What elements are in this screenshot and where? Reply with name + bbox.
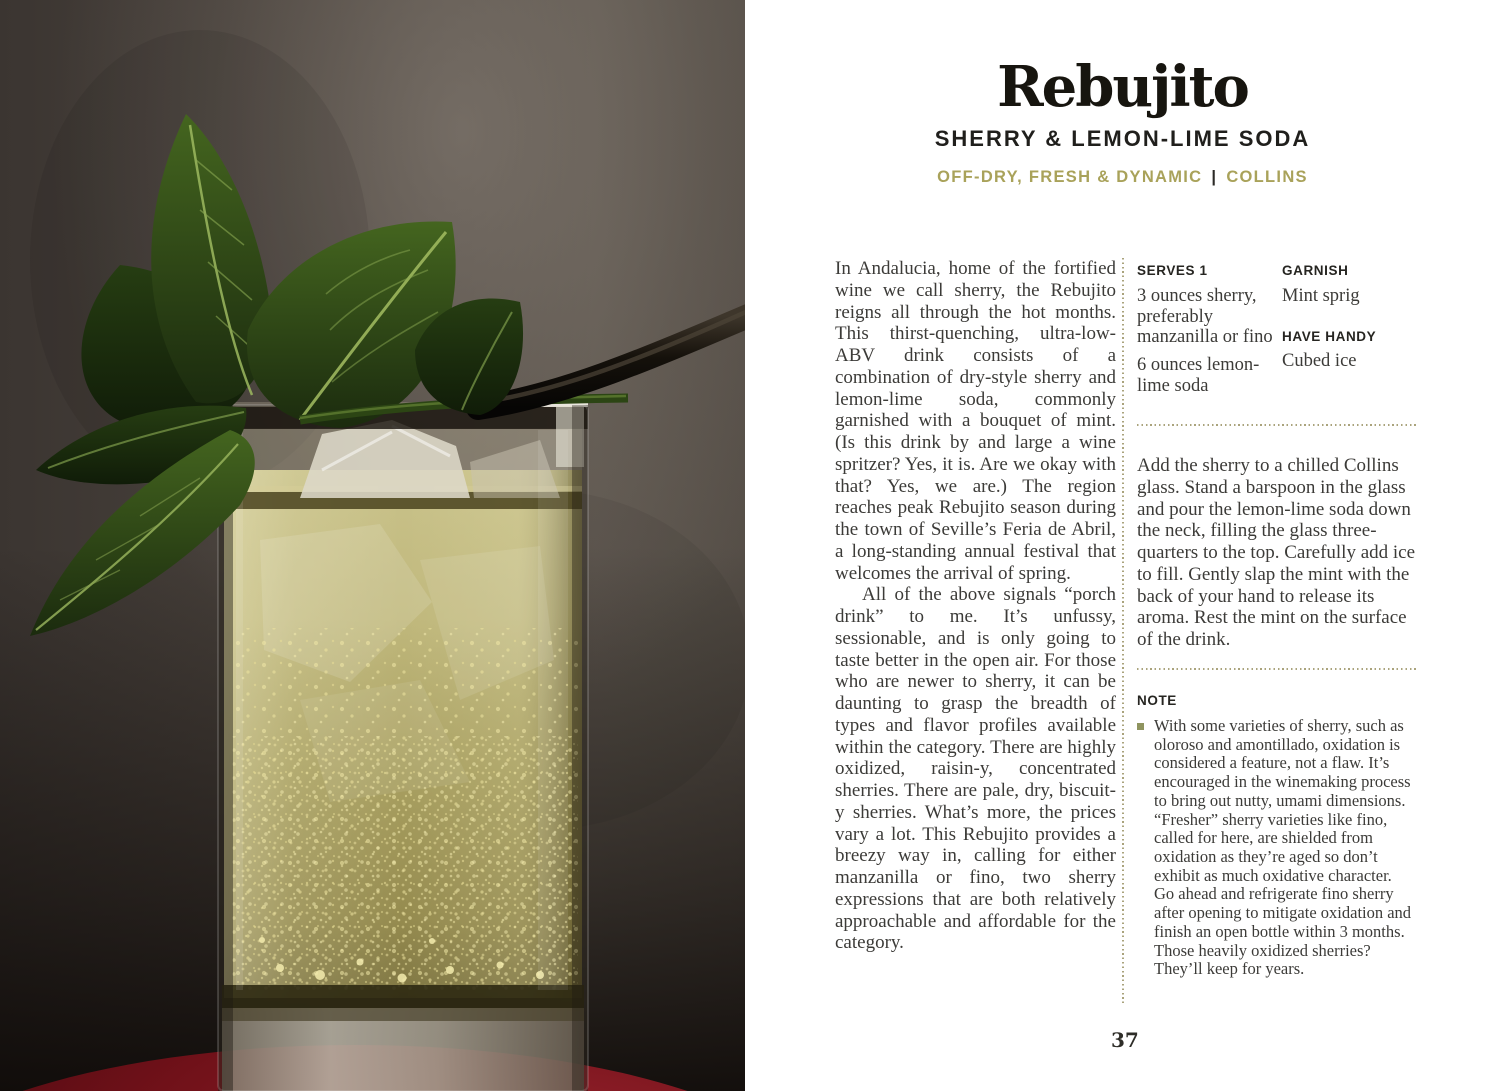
note-bullet-icon	[1137, 723, 1144, 730]
recipe-header	[745, 54, 1500, 187]
collins-glass	[218, 401, 588, 1091]
serves-label: SERVES 1	[1137, 263, 1208, 278]
note-text: With some varieties of sherry, such as oloroso and amontillado, oxidation is considered a feature, not a flaw. It’s encouraged in the winemaking process to bring out nutty, umami dimensions. “Fresher” sherry varieties like fino, called for here, are shielded from oxidation as they’re aged so don’t exhibit as much oxidative character. Go ahead and refrigerate fino sherry after opening to mitigate oxidation and finish an open bottle within 3 months. Those heavily oxidized sherries? They’ll keep for years.	[1154, 716, 1412, 979]
cocktail-photo-svg	[0, 0, 745, 1091]
tagline-divider: |	[1211, 167, 1218, 186]
ingredient-list	[1137, 286, 1277, 404]
tagline-style: OFF-DRY, FRESH & DYNAMIC	[937, 167, 1203, 186]
recipe-page	[745, 0, 1500, 1091]
cocktail-photo	[0, 0, 745, 1091]
have-handy-value: Cubed ice	[1282, 351, 1357, 371]
page-title: Rebujito	[997, 54, 1248, 120]
dotted-rule-bottom	[1137, 668, 1418, 670]
have-handy-label: HAVE HANDY	[1282, 329, 1377, 344]
ingredient-item: 6 ounces lemon-lime soda	[1137, 355, 1260, 396]
garnish-value: Mint sprig	[1282, 286, 1360, 306]
recipe-tagline	[745, 168, 1500, 187]
tagline-glass: COLLINS	[1226, 167, 1308, 186]
note-label: NOTE	[1137, 693, 1177, 708]
recipe-subtitle: SHERRY & LEMON-LIME SODA	[934, 125, 1311, 151]
dotted-rule-top	[1137, 424, 1418, 426]
page-number: 37	[1111, 1028, 1139, 1052]
intro-column	[835, 258, 1116, 954]
vertical-dotted-rule	[1122, 258, 1124, 1006]
ingredient-item: 3 ounces sherry, preferably manzanilla or fino	[1137, 286, 1273, 348]
garnish-label: GARNISH	[1282, 263, 1349, 278]
intro-paragraph-2: All of the above signals “porch drink” to me. It’s unfussy, sessionable, and is only going to taste better in the open air. For those who are newer to sherry, it can be daunting to grasp the breadth of types and flavor profiles available within the category. There are highly oxidized, raisin-y, concentrated sherries. There are pale, dry, biscuit-y sherries. What’s more, the prices vary a lot. This Rebujito provides a breezy way in, calling for either manzanilla or fino, two sherry expressions that are both relatively approachable and affordable for the category.	[835, 584, 1116, 954]
intro-paragraph-1: In Andalucia, home of the fortified wine we call sherry, the Rebujito reigns all through the hot months. This thirst-quenching, ultra-low-ABV drink consists of a combination of dry-style sherry and lemon-lime soda, commonly garnished with a bouquet of mint. (Is this drink by and large a wine spritzer? Yes, it is. Are we okay with that? Yes, we are.) The region reaches peak Rebujito season during the town of Seville’s Feria de Abril, a long-standing annual festival that welcomes the arrival of spring.	[835, 258, 1116, 584]
method-paragraph: Add the sherry to a chilled Collins glass. Stand a barspoon in the glass and pour the lemon-lime soda down the neck, filling the glass three-quarters to the top. Carefully add ice to fill. Gently slap the mint with the back of your hand to release its aroma. Rest the mint on the surface of the drink.	[1137, 455, 1416, 650]
note-item	[1137, 717, 1413, 979]
